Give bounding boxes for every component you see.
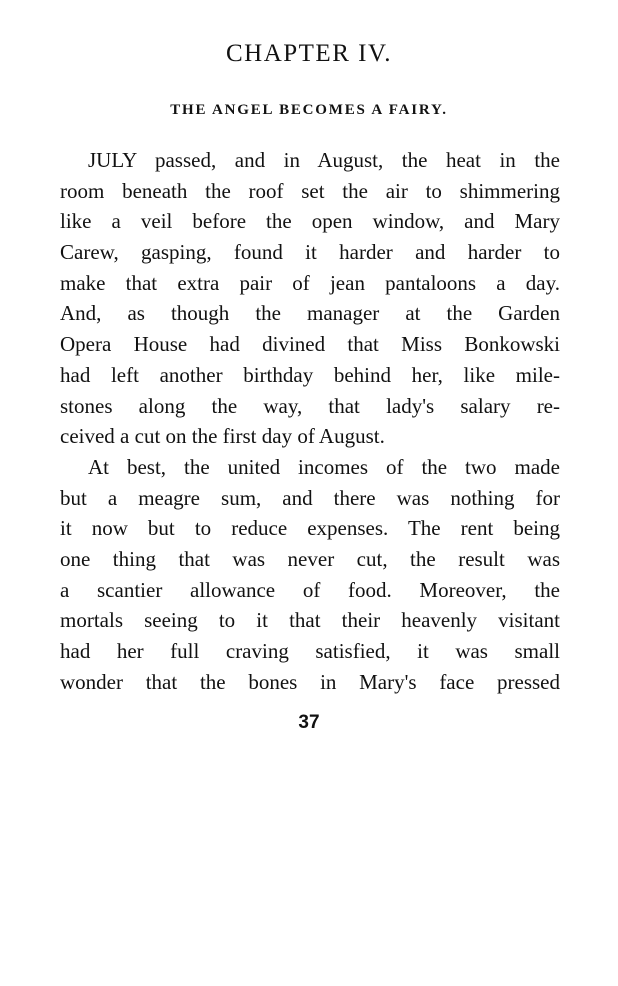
text-line: At best, the united incomes of the two made [88, 454, 560, 479]
text-line: Opera House had divined that Miss Bonkowski [60, 332, 560, 357]
text-line: one thing that was never cut, the result was [60, 546, 560, 571]
text-line: And, as though the manager at the Garden [60, 301, 560, 326]
paragraph-2 [60, 452, 560, 698]
paragraph-1 [60, 145, 560, 452]
page-number: 37 [298, 712, 320, 733]
text-line: room beneath the roof set the air to shimmering [60, 178, 560, 203]
text-line: wonder that the bones in Mary's face pressed [60, 669, 560, 694]
text-line: ceived a cut on the first day of August. [60, 424, 385, 449]
text-line: it now but to reduce expenses. The rent being [60, 516, 560, 541]
body-text [60, 145, 560, 697]
text-line: JULY passed, and in August, the heat in the [88, 148, 560, 172]
text-line: Carew, gasping, found it harder and harder to [60, 240, 560, 265]
chapter-heading: CHAPTER IV. [225, 40, 393, 67]
text-line: had her full craving satisfied, it was small [60, 639, 560, 663]
text-line: stones along the way, that lady's salary re- [60, 393, 560, 418]
text-line: a scantier allowance of food. Moreover, the [60, 577, 560, 602]
text-line: mortals seeing to it that their heavenly visitant [60, 608, 560, 633]
text-line: like a veil before the open window, and Mary [60, 209, 560, 234]
text-line: make that extra pair of jean pantaloons a day. [60, 270, 560, 295]
text-line: but a meagre sum, and there was nothing for [60, 485, 560, 510]
chapter-subtitle: THE ANGEL BECOMES A FAIRY. [170, 102, 448, 118]
text-line: had left another birthday behind her, like mile- [60, 362, 560, 387]
